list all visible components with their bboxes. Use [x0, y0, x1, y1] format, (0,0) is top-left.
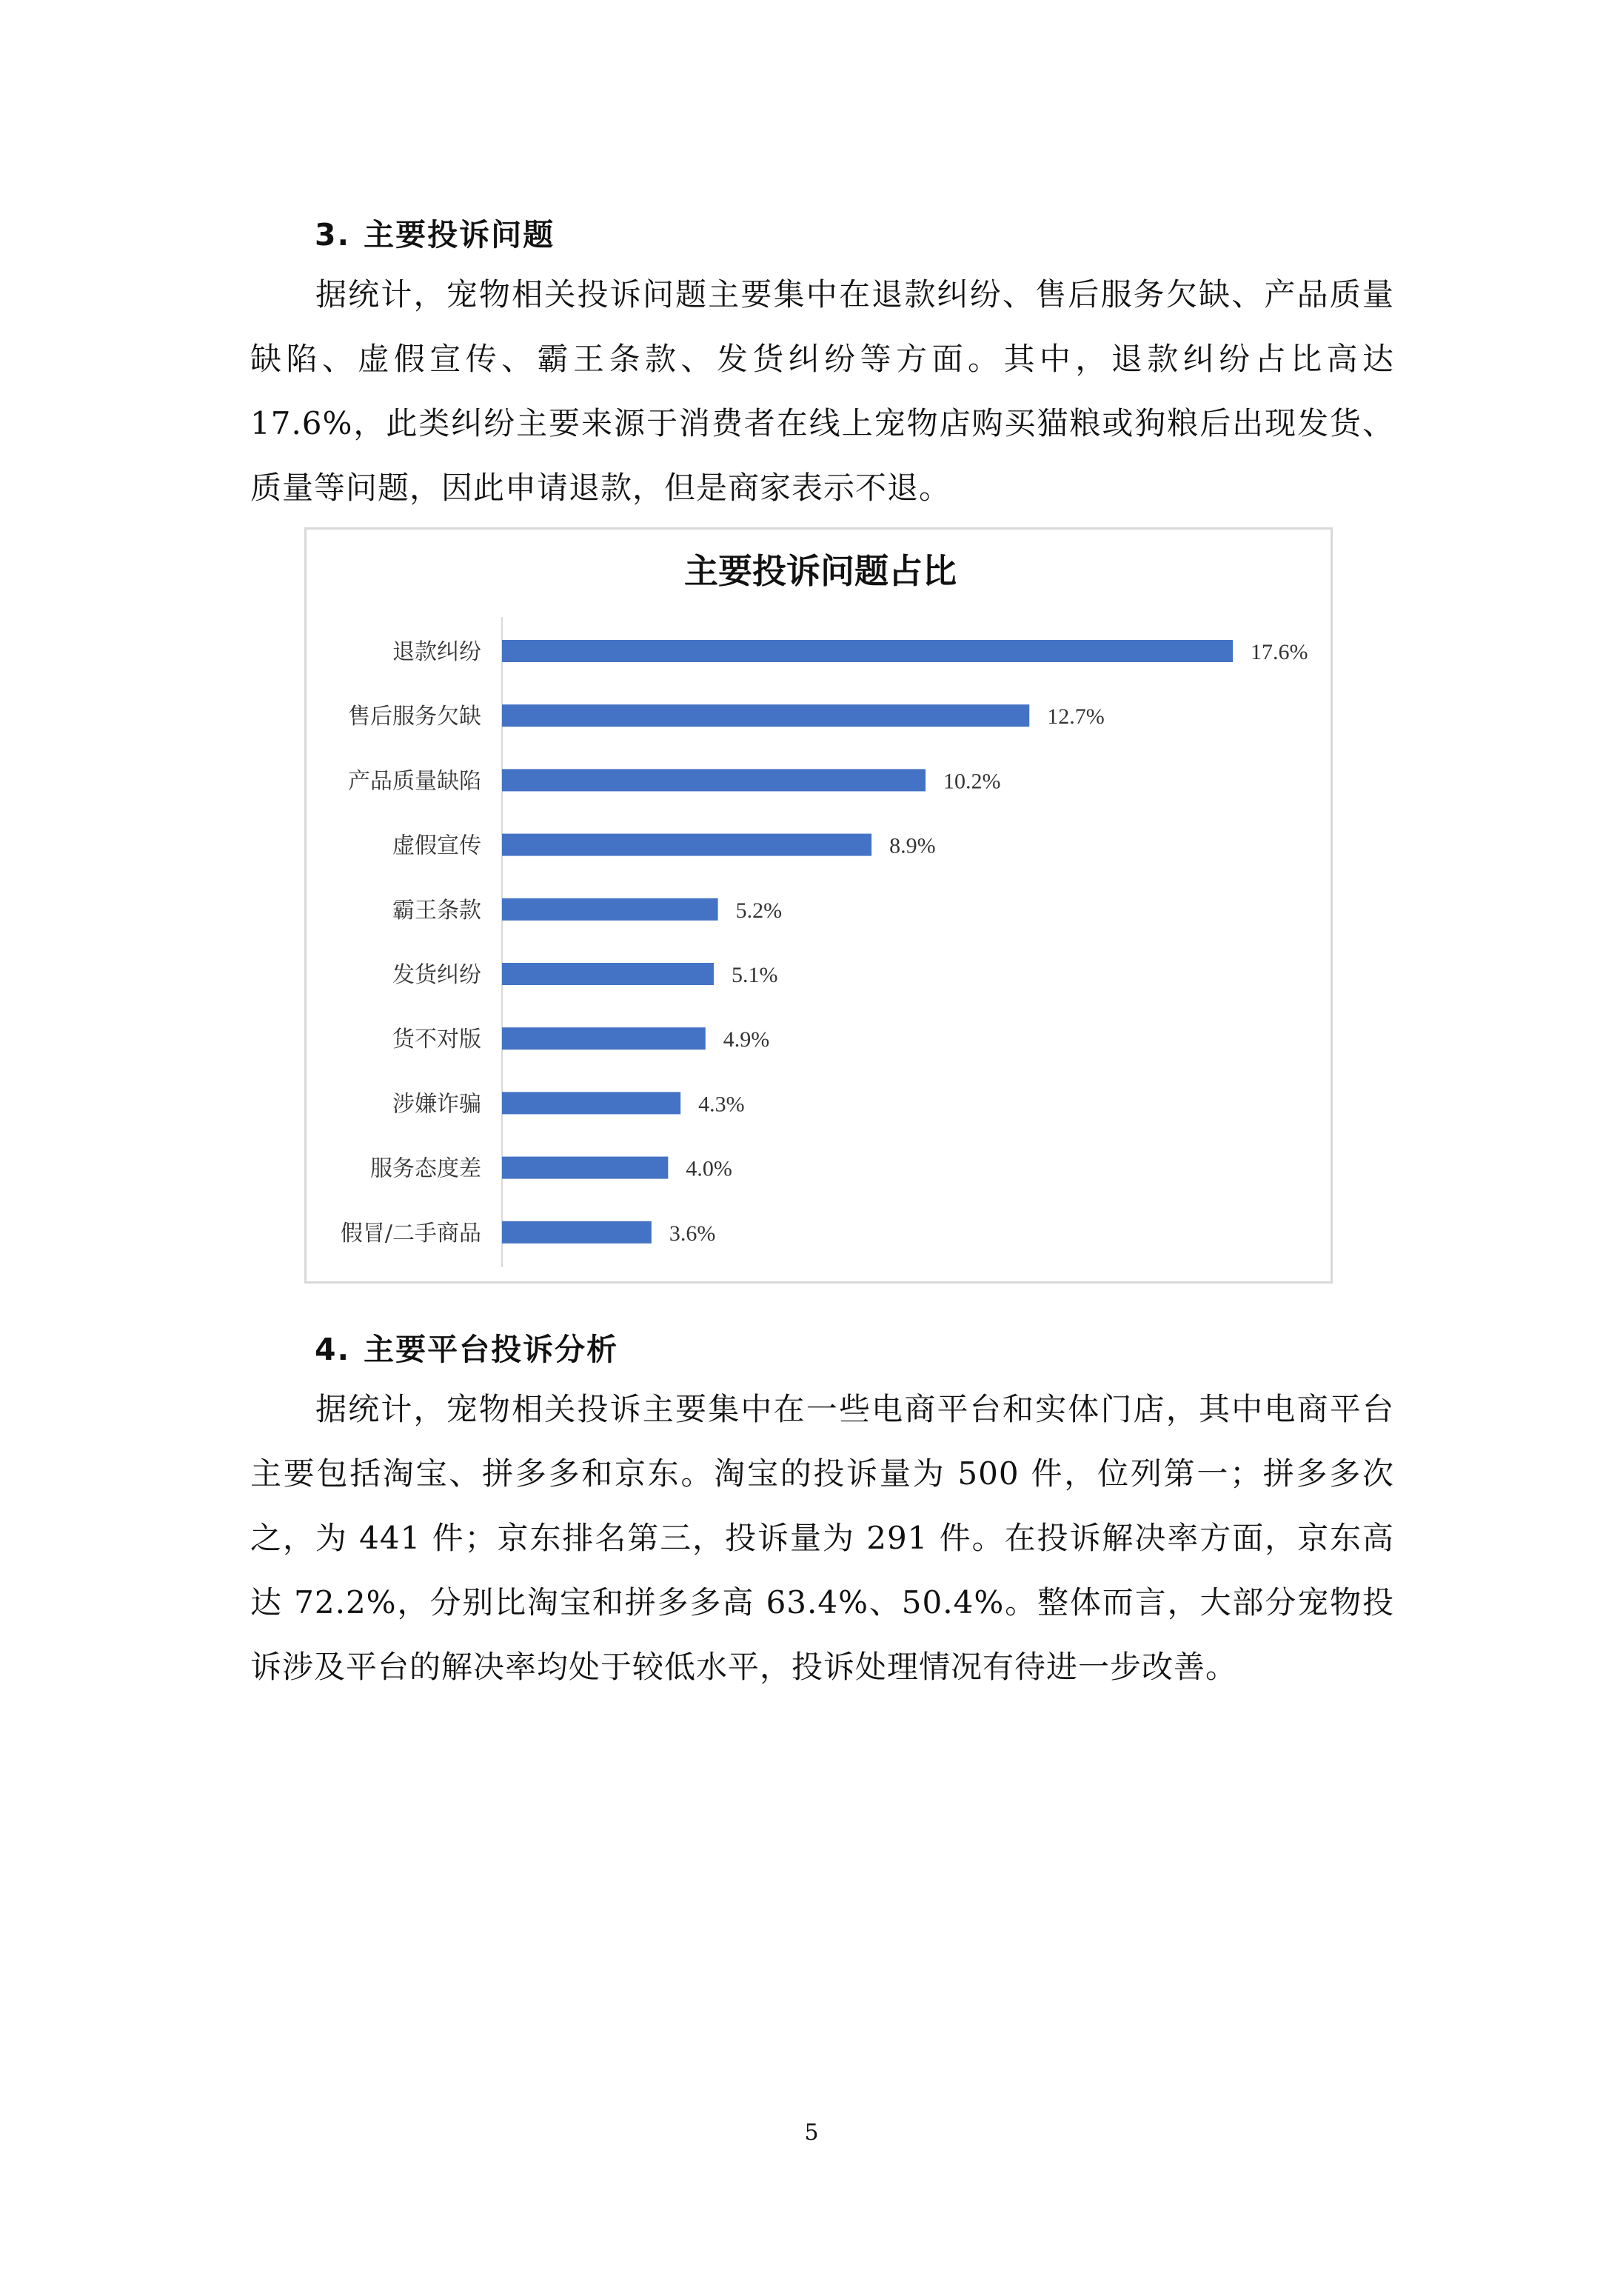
bar-value-label: 4.0% — [686, 1156, 732, 1181]
category-label: 货不对版 — [392, 1027, 481, 1053]
bar — [502, 834, 871, 856]
category-label: 涉嫌诈骗 — [392, 1091, 481, 1118]
bar — [502, 898, 718, 921]
category-label: 退款纠纷 — [392, 639, 481, 665]
section-4-heading — [315, 1325, 618, 1369]
section-4-paragraph: 据统计，宠物相关投诉主要集中在一些电商平台和实体门店，其中电商平台主要包括淘宝、拼多多和京东。淘宝的投诉量为 500 件，位列第一；拼多多次之，为 441 件；京东排名第三，投诉量为 291 件。在投诉解决率方面，京东高达 72.2%，分别比淘宝和拼多多高 63.4%、50.4%。整体而言，大部分宠物投诉涉及平台的解决率均处于较低水平，投诉处理情况有待进一步改善。 — [250, 1391, 1394, 1685]
category-label: 假冒/二手商品 — [340, 1220, 481, 1247]
bar — [502, 1092, 680, 1114]
bar — [502, 1027, 706, 1049]
bar-value-label: 17.6% — [1251, 640, 1308, 664]
bar — [502, 769, 926, 791]
bar — [502, 704, 1029, 727]
bar — [502, 1221, 652, 1244]
chart-svg — [307, 530, 1331, 1281]
page-number: 5 — [804, 2120, 819, 2146]
bar-value-label: 5.1% — [732, 963, 778, 987]
section-3-title: 主要投诉问题 — [364, 217, 555, 253]
section-4-number: 4. — [315, 1332, 351, 1367]
complaint-share-chart — [304, 527, 1333, 1284]
bar — [502, 963, 714, 985]
section-3-paragraph: 据统计，宠物相关投诉问题主要集中在退款纠纷、售后服务欠缺、产品质量缺陷、虚假宣传、霸王条款、发货纠纷等方面。其中，退款纠纷占比高达 17.6%，此类纠纷主要来源于消费者在线上宠物店购买猫粮或狗粮后出现发货、质量等问题，因此申请退款，但是商家表示不退。 — [250, 276, 1394, 506]
category-label: 产品质量缺陷 — [348, 768, 481, 795]
section-4-title: 主要平台投诉分析 — [364, 1332, 619, 1367]
chart-title: 主要投诉问题占比 — [684, 551, 957, 591]
bar — [502, 1157, 668, 1179]
bar-value-label: 8.9% — [889, 833, 936, 858]
section-3-heading — [315, 210, 555, 254]
bar — [502, 640, 1233, 662]
bar-value-label: 5.2% — [735, 898, 783, 923]
bar-value-label: 12.7% — [1047, 704, 1105, 730]
bar-value-label: 4.9% — [723, 1027, 770, 1052]
bar-value-label: 3.6% — [669, 1221, 716, 1246]
category-label: 发货纠纷 — [392, 962, 481, 988]
bar-value-label: 4.3% — [698, 1092, 745, 1117]
category-label: 服务态度差 — [370, 1155, 481, 1182]
bars-group — [341, 639, 1308, 1247]
section-3-number: 3. — [315, 217, 351, 253]
category-label: 售后服务欠缺 — [348, 704, 481, 730]
category-label: 虚假宣传 — [392, 832, 481, 859]
bar-value-label: 10.2% — [943, 769, 1001, 794]
category-label: 霸王条款 — [392, 897, 481, 924]
